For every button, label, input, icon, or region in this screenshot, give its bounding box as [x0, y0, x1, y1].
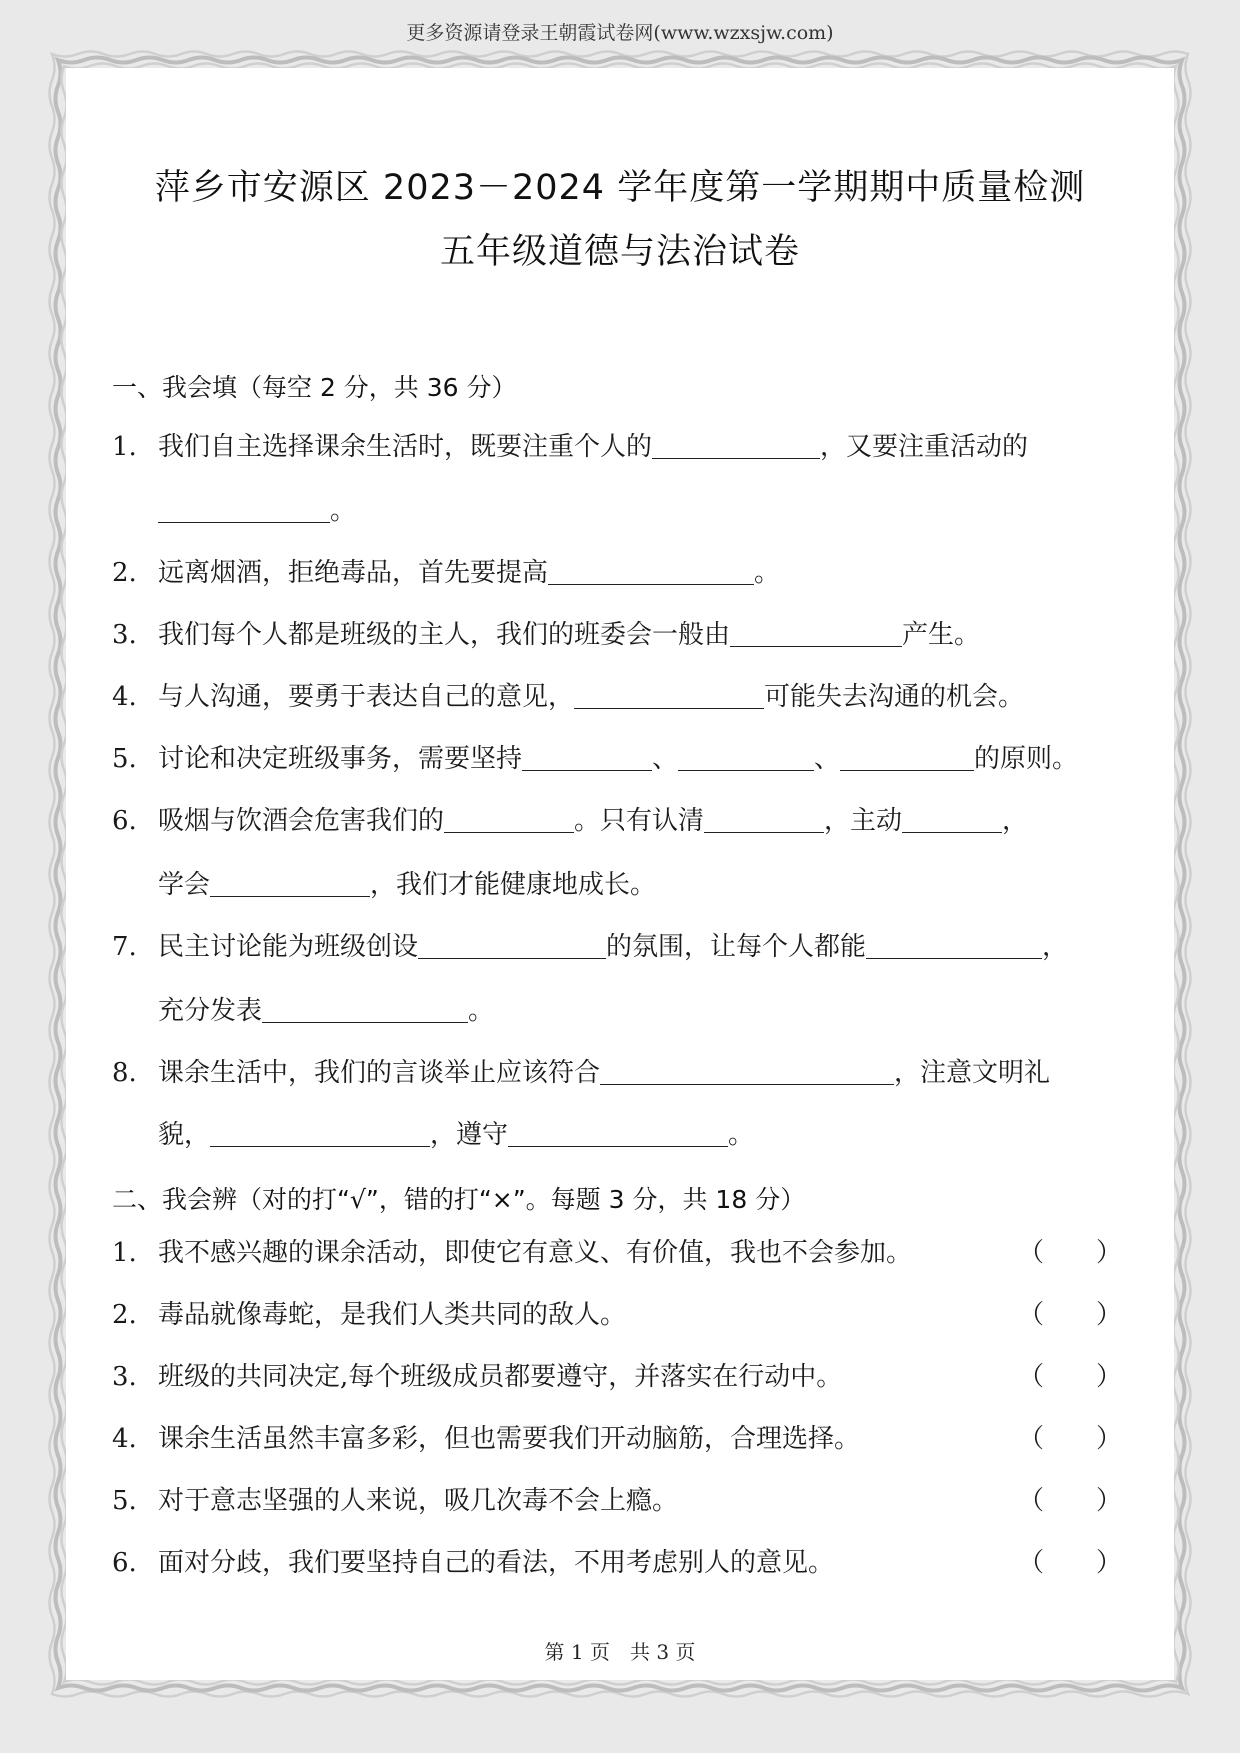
question-number: 5.	[112, 744, 137, 774]
question-text: 。	[754, 558, 781, 588]
question-text: 。	[330, 496, 357, 526]
question-text: 我们自主选择课余生活时，既要注重个人的	[158, 432, 653, 462]
question-text: 毒品就像毒蛇，是我们人类共同的敌人。	[158, 1300, 627, 1330]
question-text: 的氛围，让每个人都能	[606, 932, 867, 962]
answer-blank[interactable]	[902, 806, 1002, 833]
question-text: 班级的共同决定,每个班级成员都要遵守，并落实在行动中。	[158, 1362, 843, 1392]
question-text: 学会	[158, 870, 211, 900]
header-note: 更多资源请登录王朝霞试卷网(www.wzxsjw.com)	[406, 22, 834, 44]
answer-blank[interactable]	[548, 558, 754, 585]
answer-paren-open: （	[1018, 1486, 1045, 1516]
judgment-item-5	[112, 1484, 1132, 1518]
judgment-item-6	[112, 1546, 1132, 1580]
answer-blank[interactable]	[600, 1058, 894, 1085]
answer-blank[interactable]	[418, 932, 606, 959]
question-number: 4.	[112, 1424, 137, 1454]
answer-paren-open: （	[1018, 1424, 1045, 1454]
question-number: 2.	[112, 558, 137, 588]
answer-paren-open: （	[1018, 1548, 1045, 1578]
question-text: 讨论和决定班级事务，需要坚持	[158, 744, 523, 774]
answer-paren-close: ）	[1096, 1238, 1123, 1268]
question-6-continued	[158, 868, 656, 902]
question-7	[112, 930, 1132, 964]
answer-paren-open: （	[1018, 1362, 1045, 1392]
question-number: 1.	[112, 1238, 137, 1268]
question-text: 我不感兴趣的课余活动，即使它有意义、有价值，我也不会参加。	[158, 1238, 913, 1268]
answer-blank[interactable]	[210, 1120, 430, 1147]
answer-blank[interactable]	[574, 682, 764, 709]
question-text: 吸烟与饮酒会危害我们的	[158, 806, 445, 836]
question-3	[112, 618, 1132, 652]
question-5	[112, 742, 1132, 776]
answer-blank[interactable]	[652, 432, 820, 459]
question-number: 2.	[112, 1300, 137, 1330]
question-text: ，	[1042, 932, 1069, 962]
answer-paren-close: ）	[1096, 1424, 1123, 1454]
question-number: 8.	[112, 1058, 137, 1088]
answer-blank[interactable]	[730, 620, 902, 647]
question-text: ，我们才能健康地成长。	[370, 870, 657, 900]
question-text: 。	[728, 1120, 755, 1150]
question-4	[112, 680, 1132, 714]
answer-paren-close: ）	[1096, 1300, 1123, 1330]
answer-blank[interactable]	[508, 1120, 728, 1147]
question-1-continued	[158, 494, 356, 528]
question-1	[112, 430, 1132, 464]
judgment-item-4	[112, 1422, 1132, 1456]
answer-paren-close: ）	[1096, 1548, 1123, 1578]
section2-heading: 二、我会辨（对的打“√”，错的打“×”。每题 3 分，共 18 分）	[112, 1185, 806, 1214]
answer-paren-close: ）	[1096, 1486, 1123, 1516]
question-text: ，注意文明礼	[894, 1058, 1051, 1088]
question-text: 面对分歧，我们要坚持自己的看法，不用考虑别人的意见。	[158, 1548, 835, 1578]
section1-heading: 一、我会填（每空 2 分，共 36 分）	[112, 373, 517, 402]
exam-title-line1: 萍乡市安源区 2023－2024 学年度第一学期期中质量检测	[154, 168, 1086, 208]
question-text: 貌，	[158, 1120, 211, 1150]
question-text: 产生。	[902, 620, 981, 650]
question-text: ，主动	[824, 806, 903, 836]
question-text: 、	[814, 744, 841, 774]
question-text: ，又要注重活动的	[820, 432, 1029, 462]
answer-blank[interactable]	[158, 496, 330, 523]
question-text: 。	[468, 996, 495, 1026]
answer-blank[interactable]	[522, 744, 652, 771]
judgment-item-1	[112, 1236, 1132, 1270]
question-text: 课余生活虽然丰富多彩，但也需要我们开动脑筋，合理选择。	[158, 1424, 861, 1454]
question-text: 可能失去沟通的机会。	[764, 682, 1025, 712]
question-8-continued	[158, 1118, 754, 1152]
answer-blank[interactable]	[210, 870, 370, 897]
question-number: 3.	[112, 620, 137, 650]
question-number: 5.	[112, 1486, 137, 1516]
question-number: 7.	[112, 932, 137, 962]
page-footer: 第 1 页 共 3 页	[544, 1640, 696, 1664]
question-number: 3.	[112, 1362, 137, 1392]
question-text: 我们每个人都是班级的主人，我们的班委会一般由	[158, 620, 731, 650]
judgment-item-2	[112, 1298, 1132, 1332]
question-number: 6.	[112, 806, 137, 836]
question-text: 与人沟通，要勇于表达自己的意见，	[158, 682, 575, 712]
question-8	[112, 1056, 1132, 1090]
question-text: 远离烟酒，拒绝毒品，首先要提高	[158, 558, 549, 588]
question-text: ，	[1002, 806, 1029, 836]
answer-paren-close: ）	[1096, 1362, 1123, 1392]
answer-blank[interactable]	[704, 806, 824, 833]
question-text: 民主讨论能为班级创设	[158, 932, 419, 962]
question-text: 对于意志坚强的人来说，吸几次毒不会上瘾。	[158, 1486, 679, 1516]
question-7-continued	[158, 994, 494, 1028]
question-number: 4.	[112, 682, 137, 712]
question-text: 的原则。	[974, 744, 1079, 774]
question-2	[112, 556, 1132, 590]
question-text: 课余生活中，我们的言谈举止应该符合	[158, 1058, 601, 1088]
answer-blank[interactable]	[678, 744, 814, 771]
answer-paren-open: （	[1018, 1238, 1045, 1268]
question-text: ，遵守	[430, 1120, 509, 1150]
answer-blank[interactable]	[866, 932, 1042, 959]
answer-blank[interactable]	[840, 744, 974, 771]
question-number: 6.	[112, 1548, 137, 1578]
answer-paren-open: （	[1018, 1300, 1045, 1330]
question-6	[112, 804, 1132, 838]
judgment-item-3	[112, 1360, 1132, 1394]
exam-title-line2: 五年级道德与法治试卷	[439, 232, 800, 272]
question-text: 充分发表	[158, 996, 263, 1026]
answer-blank[interactable]	[444, 806, 574, 833]
answer-blank[interactable]	[262, 996, 468, 1023]
question-text: 、	[652, 744, 679, 774]
question-text: 。只有认清	[574, 806, 705, 836]
question-number: 1.	[112, 432, 137, 462]
